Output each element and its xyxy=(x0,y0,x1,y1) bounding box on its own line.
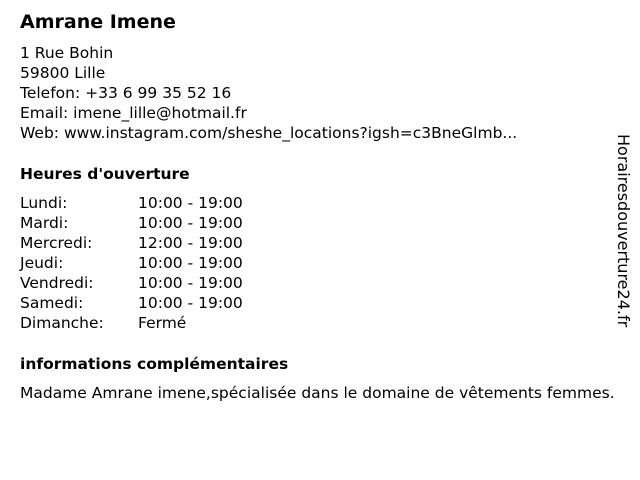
hours-heading: Heures d'ouverture xyxy=(20,165,190,183)
time-value: 10:00 - 19:00 xyxy=(138,214,243,232)
hours-row xyxy=(20,293,243,313)
info-text: Madame Amrane imene,spécialisée dans le domaine de vêtements femmes. xyxy=(20,384,615,402)
hours-row xyxy=(20,253,243,273)
site-watermark: Horairesdouverture24.fr xyxy=(614,134,633,328)
day-label: Mardi: xyxy=(20,214,69,232)
hours-row xyxy=(20,213,243,233)
hours-row xyxy=(20,273,243,293)
day-label: Lundi: xyxy=(20,194,68,212)
phone-line: Telefon: +33 6 99 35 52 16 xyxy=(20,84,232,102)
time-value: 12:00 - 19:00 xyxy=(138,234,243,252)
day-label: Dimanche: xyxy=(20,314,104,332)
info-heading: informations complémentaires xyxy=(20,355,289,373)
hours-row xyxy=(20,193,243,213)
email-line: Email: imene_lille@hotmail.fr xyxy=(20,104,247,122)
contact-block xyxy=(20,43,517,143)
time-value: 10:00 - 19:00 xyxy=(138,194,243,212)
web-line: Web: www.instagram.com/sheshe_locations?igsh=c3BneGlmb... xyxy=(20,124,518,142)
hours-row xyxy=(20,233,243,253)
hours-table xyxy=(20,193,243,333)
time-value: 10:00 - 19:00 xyxy=(138,274,243,292)
day-label: Jeudi: xyxy=(20,254,64,272)
day-label: Mercredi: xyxy=(20,234,93,252)
day-label: Vendredi: xyxy=(20,274,94,292)
time-value: 10:00 - 19:00 xyxy=(138,294,243,312)
hours-row xyxy=(20,313,243,333)
time-value: 10:00 - 19:00 xyxy=(138,254,243,272)
time-value: Fermé xyxy=(138,314,187,332)
street-address: 1 Rue Bohin xyxy=(20,44,114,62)
day-label: Samedi: xyxy=(20,294,84,312)
city-postcode: 59800 Lille xyxy=(20,64,106,82)
business-name: Amrane Imene xyxy=(20,11,176,33)
